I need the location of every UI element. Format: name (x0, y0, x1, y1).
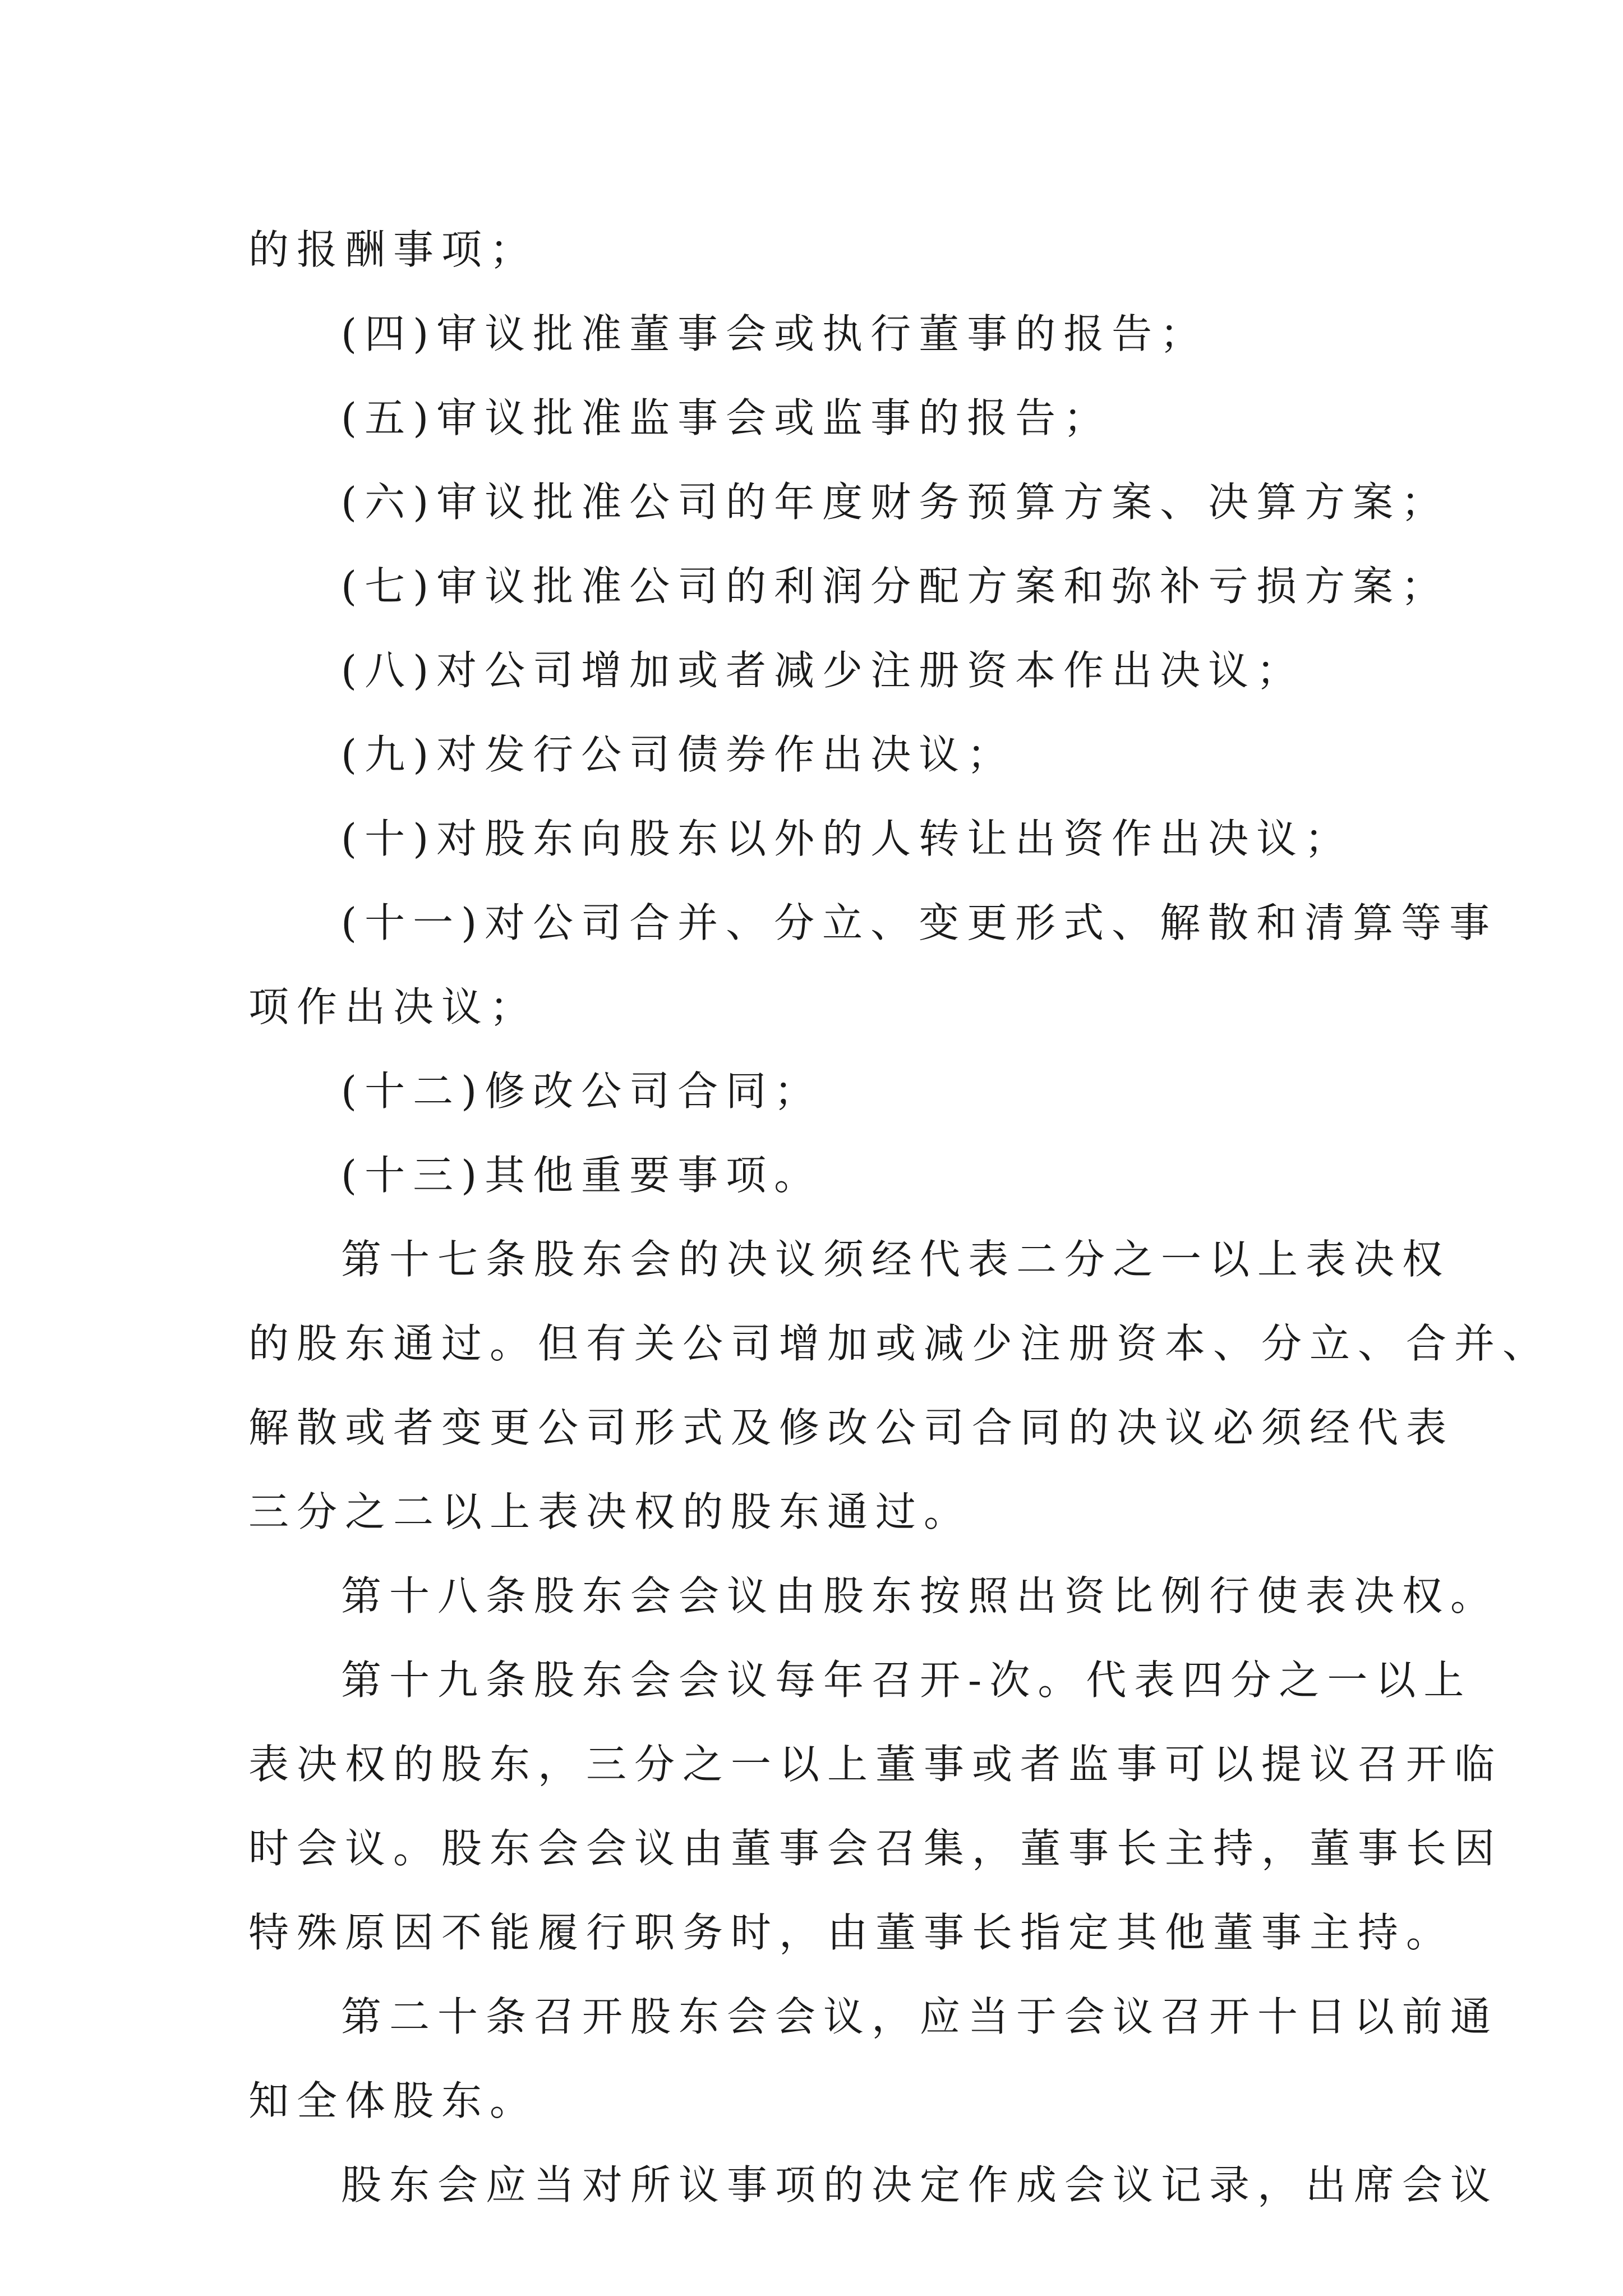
text-line: 第二十条召开股东会会议，应当于会议召开十日以前通 (341, 1993, 1499, 2040)
text-line: 表决权的股东，三分之一以上董事或者监事可以提议召开临 (248, 1741, 1503, 1788)
text-line: 第十九条股东会会议每年召开-次。代表四分之一以上 (341, 1657, 1472, 1704)
text-line: 的报酬事项； (248, 226, 538, 273)
text-line: (八)对公司增加或者减少注册资本作出决议； (341, 647, 1305, 694)
text-line: 解散或者变更公司形式及修改公司合同的决议必须经代表 (248, 1404, 1455, 1451)
text-line: 特殊原因不能履行职务时，由董事长指定其他董事主持。 (248, 1909, 1455, 1956)
document-body (248, 208, 1551, 2227)
text-line: 知全体股东。 (248, 2077, 538, 2124)
text-line: 项作出决议； (248, 983, 538, 1030)
text-line: 三分之二以上表决权的股东通过。 (248, 1488, 972, 1535)
text-line: 的股东通过。但有关公司增加或减少注册资本、分立、合并、 (248, 1320, 1551, 1367)
text-line: (五)审议批准监事会或监事的报告； (341, 394, 1112, 441)
text-line: (十三)其他重要事项。 (341, 1152, 823, 1199)
text-line: 股东会应当对所议事项的决定作成会议记录，出席会议 (341, 2161, 1499, 2208)
text-line: (十)对股东向股东以外的人转让出资作出决议； (341, 815, 1353, 862)
text-line: (六)审议批准公司的年度财务预算方案、决算方案； (341, 478, 1450, 526)
text-line: (九)对发行公司债券作出决议； (341, 731, 1016, 778)
text-line: (七)审议批准公司的利润分配方案和弥补亏损方案； (341, 563, 1450, 610)
text-line: (十一)对公司合并、分立、变更形式、解散和清算等事 (341, 899, 1498, 946)
text-line: 第十八条股东会会议由股东按照出资比例行使表决权。 (341, 1572, 1499, 1619)
text-line: (四)审议批准董事会或执行董事的报告； (341, 310, 1209, 357)
text-line: 第十七条股东会的决议须经代表二分之一以上表决权 (341, 1236, 1451, 1283)
text-line: (十二)修改公司合同； (341, 1068, 823, 1115)
text-line: 时会议。股东会会议由董事会召集，董事长主持，董事长因 (248, 1825, 1503, 1872)
